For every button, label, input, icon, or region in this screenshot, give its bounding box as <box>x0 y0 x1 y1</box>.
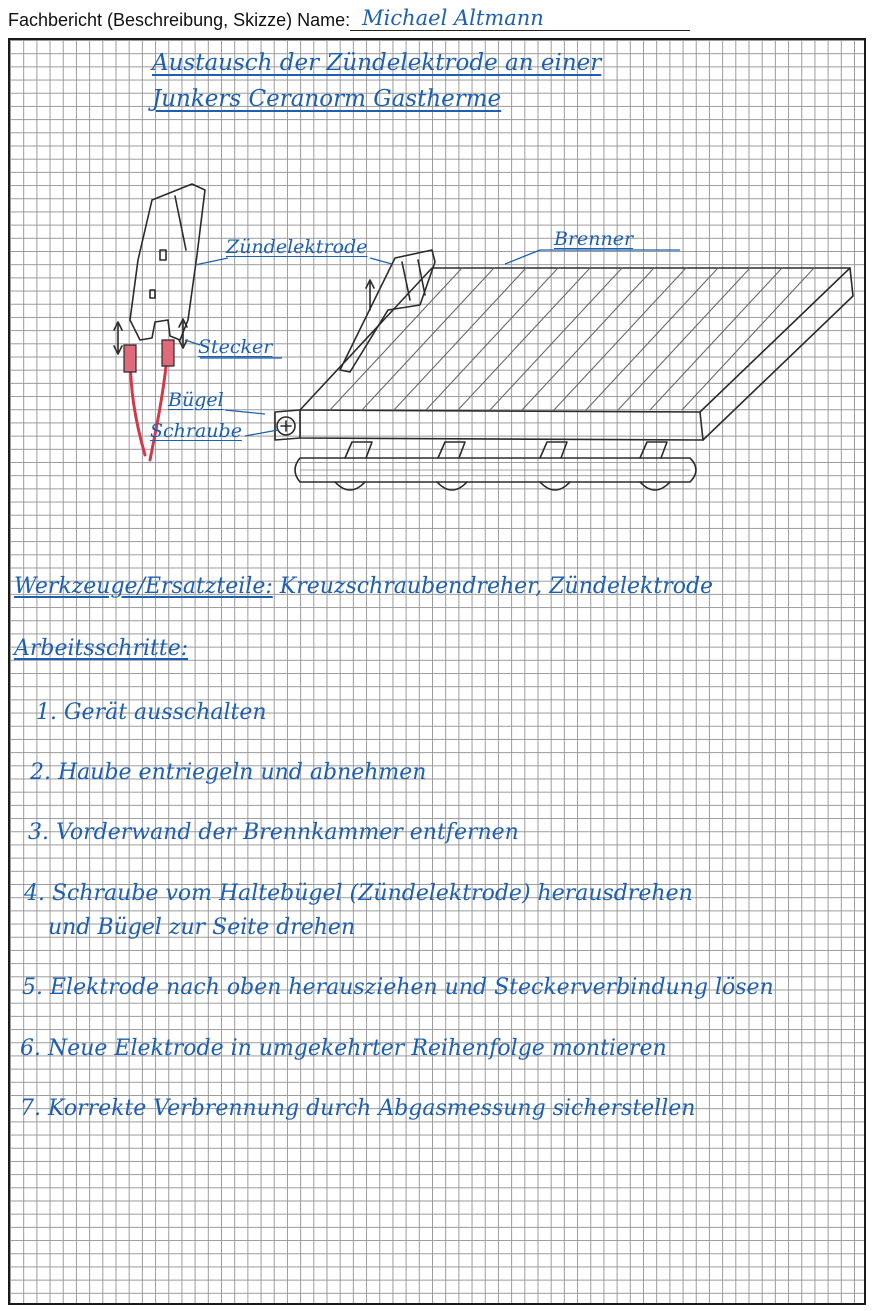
electrode-wires <box>124 340 174 460</box>
step-5: 5. Elektrode nach oben herausziehen und Steckerverbindung lösen <box>22 975 774 1000</box>
title-line-1: Austausch der Zündelektrode an einer <box>152 50 602 76</box>
burner-slats <box>330 268 814 410</box>
author-name: Michael Altmann <box>362 6 544 30</box>
step-1: 1. Gerät ausschalten <box>36 700 267 725</box>
steps-heading: Arbeitsschritte: <box>14 636 189 661</box>
step-3: 3. Vorderwand der Brennkammer entfernen <box>28 820 519 845</box>
tools-label: Werkzeuge/Ersatzteile: <box>14 574 273 599</box>
step-6: 6. Neue Elektrode in umgekehrter Reihenfolge montieren <box>20 1036 667 1061</box>
burner-plate-top <box>300 268 850 412</box>
label-schraube: Schraube <box>150 420 242 442</box>
detached-electrode <box>130 184 205 340</box>
label-stecker: Stecker <box>198 336 273 358</box>
burner-plate-side <box>700 268 853 440</box>
header-label: Fachbericht (Beschreibung, Skizze) Name: <box>8 10 351 30</box>
tools-line <box>14 574 713 599</box>
label-buegel: Bügel <box>168 389 224 411</box>
label-brenner: Brenner <box>554 228 634 250</box>
tools-value: Kreuzschraubendreher, Zündelektrode <box>279 574 714 599</box>
step-4-continued: und Bügel zur Seite drehen <box>48 915 356 940</box>
step-4: 4. Schraube vom Haltebügel (Zündelektrode) herausdrehen <box>24 881 693 906</box>
mounted-electrode <box>340 250 435 372</box>
step-7: 7. Korrekte Verbrennung durch Abgasmessung sicherstellen <box>20 1096 696 1121</box>
title-line-2: Junkers Ceranorm Gastherme <box>152 86 502 112</box>
step-2: 2. Haube entriegeln und abnehmen <box>30 760 427 785</box>
label-zuendelektrode: Zündelektrode <box>226 236 368 258</box>
burner-plate-front <box>300 410 703 440</box>
